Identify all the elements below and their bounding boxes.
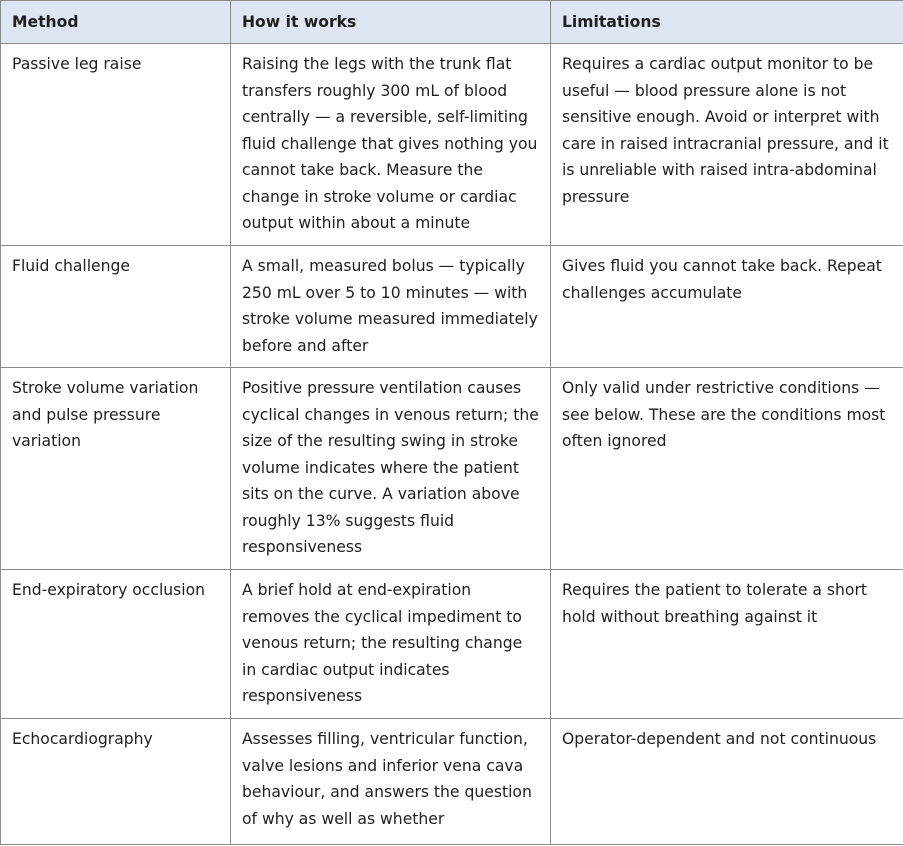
table-row [1,719,903,845]
header-row [1,1,903,44]
how-it-works-cell: A brief hold at end-expiration removes the cyclical impediment to venous return; the resulting change in cardiac output indicates responsiveness [231,570,551,719]
table-body [1,44,903,845]
table-row [1,570,903,719]
method-cell: Stroke volume variation and pulse pressure variation [1,368,231,570]
method-cell: Echocardiography [1,719,231,845]
header-how-it-works: How it works [231,1,551,44]
how-it-works-cell: Assesses filling, ventricular function, valve lesions and inferior vena cava behaviour, and answers the question of why as well as whether [231,719,551,845]
header-limitations: Limitations [551,1,903,44]
method-cell: Fluid challenge [1,246,231,368]
how-it-works-cell: A small, measured bolus — typically 250 mL over 5 to 10 minutes — with stroke volume measured immediately before and after [231,246,551,368]
limitations-cell: Requires a cardiac output monitor to be useful — blood pressure alone is not sensitive enough. Avoid or interpret with care in raised intracranial pressure, and it is unreliable with raised intra-abdominal pressure [551,44,903,246]
how-it-works-cell: Raising the legs with the trunk flat transfers roughly 300 mL of blood centrally — a reversible, self-limiting fluid challenge that gives nothing you cannot take back. Measure the change in stroke volume or cardiac output within about a minute [231,44,551,246]
table-row [1,44,903,246]
method-cell: Passive leg raise [1,44,231,246]
limitations-cell: Operator-dependent and not continuous [551,719,903,845]
how-it-works-cell: Positive pressure ventilation causes cyclical changes in venous return; the size of the resulting swing in stroke volume indicates where the patient sits on the curve. A variation above roughly 13% suggests fluid responsiveness [231,368,551,570]
method-cell: End-expiratory occlusion [1,570,231,719]
limitations-cell: Only valid under restrictive conditions — see below. These are the conditions most often ignored [551,368,903,570]
table-row [1,246,903,368]
header-method: Method [1,1,231,44]
table-header [1,1,903,44]
limitations-cell: Requires the patient to tolerate a short hold without breathing against it [551,570,903,719]
table-row [1,368,903,570]
limitations-cell: Gives fluid you cannot take back. Repeat challenges accumulate [551,246,903,368]
